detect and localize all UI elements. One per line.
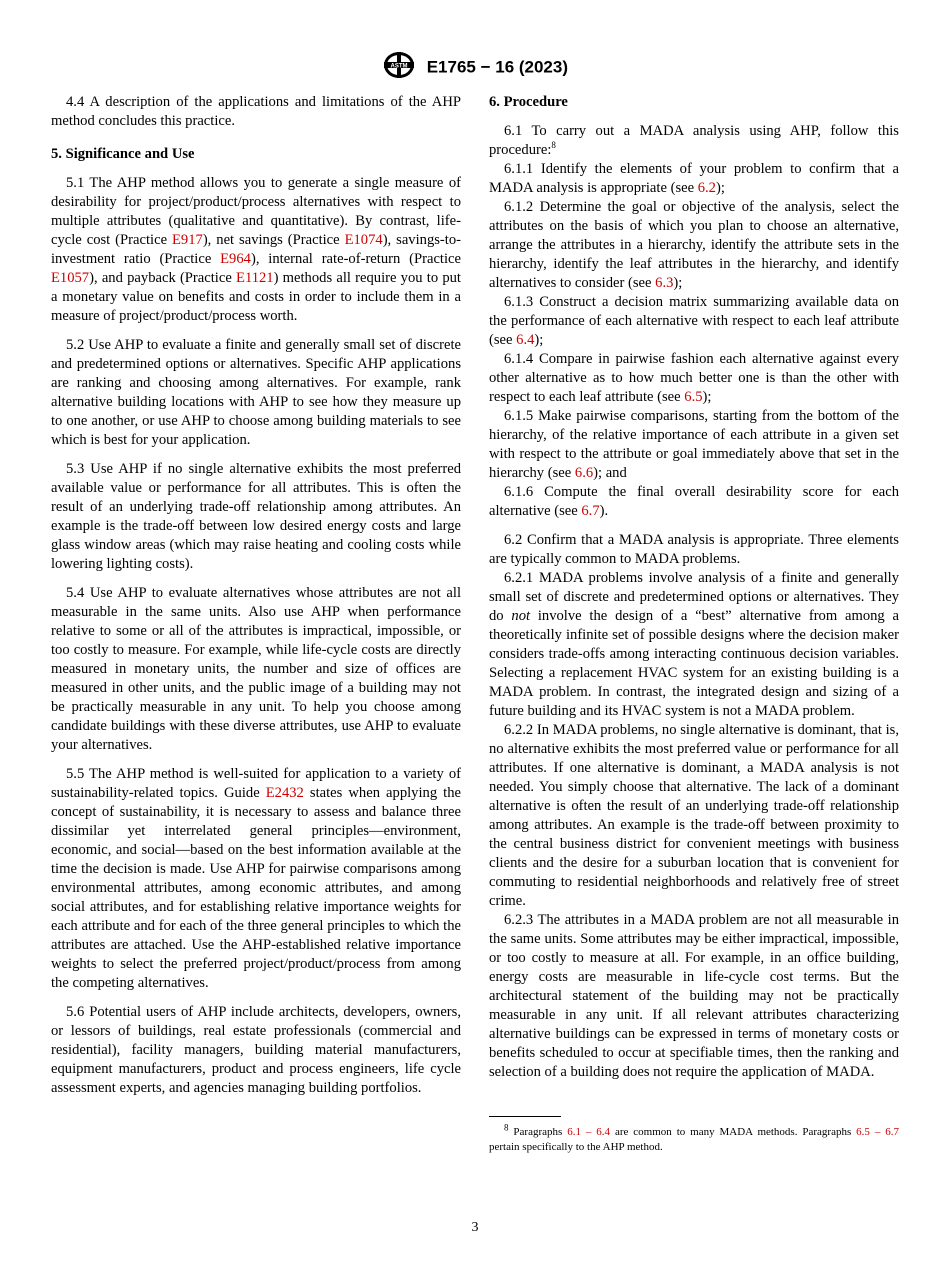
paragraph-6-1-4: 6.1.4 Compare in pairwise fashion each alternative against every other alternative as to how much better one is than the other with respect to each leaf attribute (see 6.5); xyxy=(489,351,899,405)
ref-6-6[interactable]: 6.6 xyxy=(574,465,594,481)
paragraph-6-1-1: 6.1.1 Identify the elements of your problem to confirm that a MADA analysis is appropriate (see 6.2); xyxy=(489,161,899,196)
paragraph-6-2-1: 6.2.1 MADA problems involve analysis of a finite and generally small set of discrete and predetermined options or alternatives. They do not involve the design of a “best” alternative from among a theoretically infinite set of possible designs where the decision maker considers trade-offs among interacting continuous decision variables. Selecting a replacement HVAC system for an existing building is a MADA problem. In contrast, the integrated design and sizing of a future building and its HVAC system is not a MADA problem. xyxy=(489,570,900,719)
paragraph-6-2-2: 6.2.2 In MADA problems, no single alternative is dominant, that is, no alternative exhibits the most preferred value or performance for all attributes. If one alternative is dominant, a MADA analysis is not needed. You simply choose that alternative. The lack of a dominant alternative is often the result of an underlying trade-off relationship among attributes. An example is the trade-off between proximity to the central business district for convenient meetings with business clients and the desire for a suburban location that is convenient for commuting to residential neighborhoods and relatively free of street crime. xyxy=(489,722,899,909)
paragraph-4-4: 4.4 A description of the applications and limitations of the AHP method concludes this practice. xyxy=(51,94,461,129)
astm-logo-icon xyxy=(382,50,416,85)
left-column xyxy=(51,93,461,1108)
paragraph-6-1-3: 6.1.3 Construct a decision matrix summarizing available data on the performance of each alternative with respect to each leaf attribute (see 6.4); xyxy=(489,294,899,348)
ref-6-7[interactable]: 6.7 xyxy=(581,503,600,519)
paragraph-6-1: 6.1 To carry out a MADA analysis using AHP, follow this procedure:$^8$ xyxy=(489,123,899,158)
footnote-marker[interactable]: 8 xyxy=(551,140,556,151)
paragraph-6-2: 6.2 Confirm that a MADA analysis is appropriate. Three elements are typically common to MADA problems. xyxy=(489,532,899,567)
ref-e964[interactable]: E964 xyxy=(220,251,251,267)
ref-6-5-6-7[interactable]: 6.5 – 6.7 xyxy=(856,1126,899,1138)
paragraph-6-2-3: 6.2.3 The attributes in a MADA problem are not all measurable in the same units. Some attributes may be either impractical, impossible, or too costly to measure at all. For example, in an office building, energy costs are measurable in life-cycle cost terms. But the architectural statement of the building may not be practically measurable in any unit. If all relevant attributes characterizing alternative buildings can be expressed in terms of monetary costs or benefits scheduled to occur at specifiable times, then the ranking and selection of a building does not require the application of MADA. xyxy=(489,912,899,1080)
svg-text:ASTM: ASTM xyxy=(390,63,408,70)
paragraph-5-4: 5.4 Use AHP to evaluate alternatives whose attributes are not all measurable in the same units. Also use AHP when performance relative to some or all of the attributes is impractical, impossible, or too costly to measure. For example, while life-cycle costs are directly measured in monetary units, the number and size of offices are measured in other units, and the public image of a building may not be practically measurable in any unit. To help you choose among candidate buildings with these diverse attributes, use AHP to evaluate your alternatives. xyxy=(51,585,461,753)
paragraph-6-1-2: 6.1.2 Determine the goal or objective of the analysis, select the attributes on the basis of which you plan to choose an alternative, arrange the attributes in a hierarchy, identify the attribute sets in the hierarchy, identify the leaf attributes in the hierarchy, and identify alternatives to consider (see 6.3); xyxy=(489,199,899,291)
right-column xyxy=(489,93,899,1155)
ref-6-4[interactable]: 6.4 xyxy=(516,332,535,348)
paragraph-6-1-6: 6.1.6 Compute the final overall desirability score for each alternative (see 6.7). xyxy=(489,484,899,519)
ref-6-2[interactable]: 6.2 xyxy=(697,180,716,196)
ref-6-3[interactable]: 6.3 xyxy=(655,275,674,291)
ref-e1074[interactable]: E1074 xyxy=(344,232,383,248)
section-heading-6: 6. Procedure xyxy=(489,94,568,110)
ref-e2432[interactable]: E2432 xyxy=(265,785,304,801)
page-number: 3 xyxy=(471,1220,479,1235)
section-heading-5: 5. Significance and Use xyxy=(51,146,195,162)
paragraph-5-2: 5.2 Use AHP to evaluate a finite and generally small set of discrete and predetermined options or alternatives. Specific AHP applications are ranking and choosing among alternatives. For example, rank alternative building locations with AHP to see how they measure up to one another, or use AHP to choose among building materials to see which is best for your application. xyxy=(51,337,461,448)
page-header xyxy=(0,50,950,85)
paragraph-6-1-5: 6.1.5 Make pairwise comparisons, starting from the bottom of the hierarchy, of the relative importance of each attribute in a given set with respect to the attribute or goal immediately above that set in the hierarchy (see 6.6); and xyxy=(489,408,899,481)
paragraph-5-1: 5.1 The AHP method allows you to generate a single measure of desirability for project/product/process alternatives with respect to multiple attributes (qualitative and quantitative). By contrast, life-cycle cost (Practice E917), net savings (Practice E1074), savings-to-investment ratio (Practice E964), internal rate-of-return (Practice E1057), and payback (Practice E1121) methods all require you to put a monetary value on benefits and costs in order to include them in a measure of project/product/process worth. xyxy=(51,175,461,324)
ref-e917[interactable]: E917 xyxy=(172,232,203,248)
document-designation: E1765 − 16 (2023) xyxy=(426,57,569,77)
ref-e1121[interactable]: E1121 xyxy=(236,270,274,286)
ref-e1057[interactable]: E1057 xyxy=(51,270,90,286)
paragraph-5-5: 5.5 The AHP method is well-suited for application to a variety of sustainability-related topics. Guide E2432 states when applying the concept of sustainability, it is necessary to assess and balance three dissimilar yet interrelated general principles—environment, economic, and social—based on the best information available at the time the decision is made. Use AHP for pairwise comparisons among environmental attributes, among economic attributes, and among social attributes, and for establishing relative importance weights for each attribute and for each of the three general principles to which the attributes are attached. Use the AHP-established relative importance weights to select the preferred project/product/process from among the competing alternatives. xyxy=(51,766,461,991)
paragraph-5-6: 5.6 Potential users of AHP include architects, developers, owners, or lessors of buildings, real estate professionals (commercial and residential), facility managers, building material manufacturers, equipment manufacturers, product and process engineers, life cycle assessment experts, and agencies managing building portfolios. xyxy=(51,1004,461,1096)
paragraph-5-3: 5.3 Use AHP if no single alternative exhibits the most preferred available value or performance for all attributes. This is often the result of an underlying trade-off relationship among attributes. An example is the trade-off between low desired energy costs and large glass window areas (which may raise heating and cooling costs while lowering lighting costs). xyxy=(51,461,461,572)
footnote-divider xyxy=(489,1116,561,1117)
ref-6-5[interactable]: 6.5 xyxy=(684,389,703,405)
footnote-8: $^8$ Paragraphs 6.1 – 6.4 are common to many MADA methods. Paragraphs 6.5 – 6.7 pertain specifically to the AHP method. xyxy=(489,1122,899,1153)
ref-6-1-6-4[interactable]: 6.1 – 6.4 xyxy=(567,1126,611,1138)
